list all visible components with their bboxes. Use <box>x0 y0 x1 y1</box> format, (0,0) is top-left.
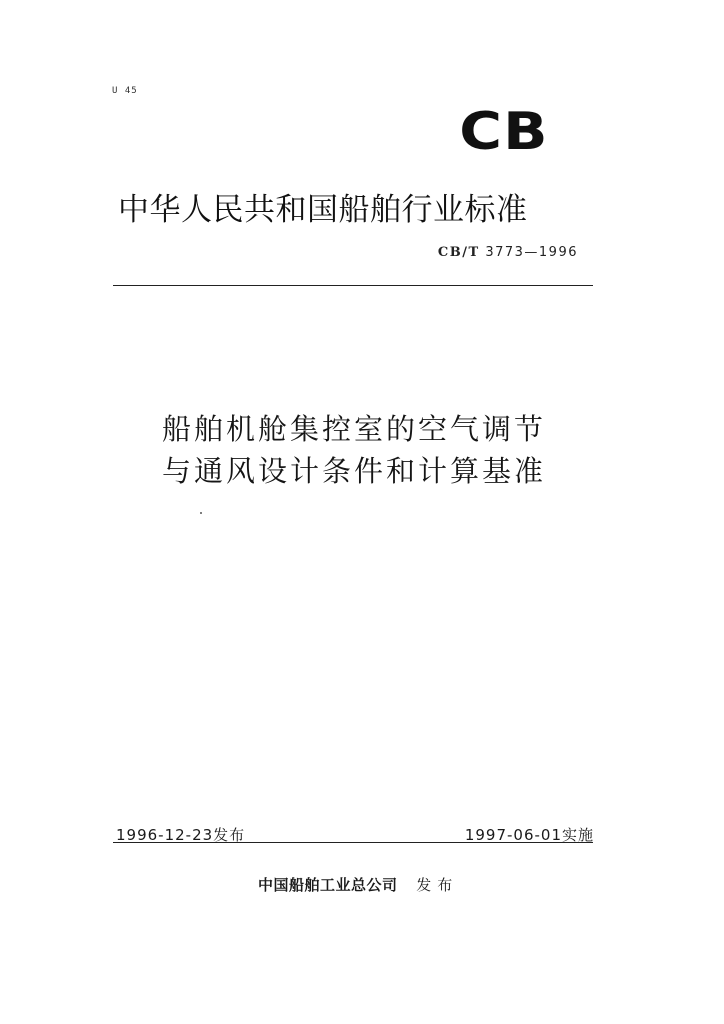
logo-text: CB <box>459 102 549 162</box>
classification-code: U 45 <box>112 86 138 96</box>
authority-title: 中华人民共和国船舶行业标准 <box>118 192 528 228</box>
scan-speck <box>200 512 202 514</box>
publisher-action: 发布 <box>416 876 459 894</box>
document-title <box>162 408 546 492</box>
document-title-line-1: 船舶机舱集控室的空气调节 <box>162 412 547 446</box>
standard-number-prefix: CB/T <box>437 245 480 260</box>
standard-number <box>438 245 578 260</box>
implementation-date: 1997-06-01实施 <box>464 826 594 844</box>
publisher-org: 中国船舶工业总公司 <box>258 876 398 894</box>
cb-logo <box>458 102 550 162</box>
top-divider <box>113 285 593 286</box>
issue-date: 1996-12-23发布 <box>116 826 246 844</box>
document-title-line-2: 与通风设计条件和计算基准 <box>162 454 547 488</box>
standard-number-value: 3773—1996 <box>485 245 578 260</box>
publisher-line <box>258 874 458 895</box>
bottom-divider <box>113 842 593 843</box>
